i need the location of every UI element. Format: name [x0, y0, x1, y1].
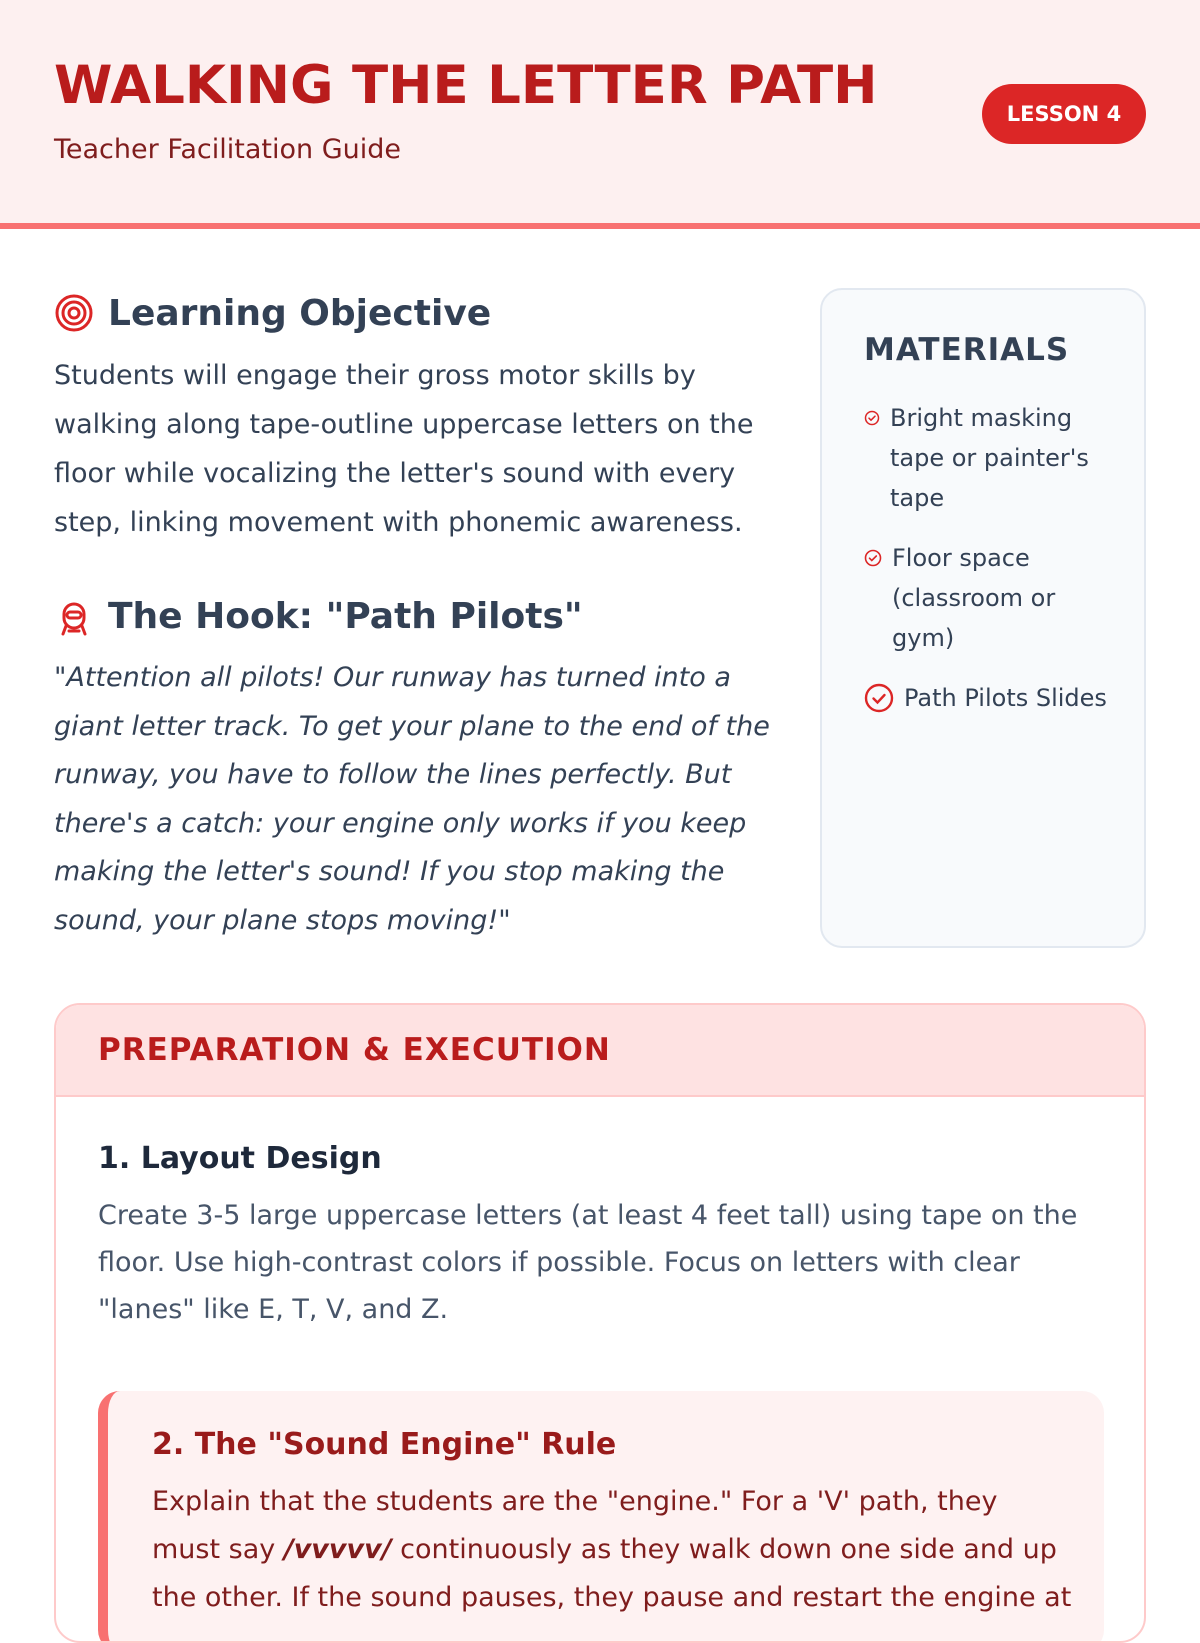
materials-card	[820, 288, 1146, 948]
letter-sound: /vvvvv/	[283, 1534, 392, 1565]
step-sound-engine	[98, 1391, 1104, 1643]
list-item	[864, 398, 1114, 518]
step-text-part: continuously as they walk down one side and up the other. If the sound pauses, they pause and restart the engine at	[152, 1534, 1072, 1613]
step-text: Create 3-5 large uppercase letters (at least 4 feet tall) using tape on the floor. Use high-contrast colors if possible. Focus on letters with clear "lanes" like E, T, V, and Z.	[98, 1200, 1078, 1325]
step-title: 1. Layout Design	[98, 1141, 382, 1176]
lesson-badge: LESSON 4	[982, 84, 1146, 144]
preparation-section	[54, 1003, 1146, 1643]
check-circle-icon	[864, 683, 894, 713]
pilot-icon	[54, 596, 94, 636]
list-item	[864, 678, 1114, 718]
check-circle-icon	[864, 549, 882, 567]
materials-list	[864, 398, 1114, 718]
target-icon	[54, 293, 94, 333]
check-circle-icon	[864, 410, 880, 426]
hook-text: "Attention all pilots! Our runway has turned into a giant letter track. To get your plane to the end of the runway, you have to follow the lines perfectly. But there's a catch: your engine only works if you keep making the letter's sound! If you stop making the sound, your plane stops moving!"	[54, 662, 770, 936]
step-text-part: Explain that the students are the "engine." For a 'V' path, they must say	[152, 1486, 998, 1565]
page-title: WALKING THE LETTER PATH	[54, 55, 878, 116]
objective-heading	[54, 288, 774, 338]
objective-title: Learning Objective	[108, 292, 492, 334]
page-subtitle: Teacher Facilitation Guide	[54, 134, 401, 165]
material-label: Floor space (classroom or gym)	[892, 544, 1056, 652]
preparation-title: PREPARATION & EXECUTION	[98, 1032, 611, 1068]
list-item	[864, 538, 1114, 658]
step-title: 2. The "Sound Engine" Rule	[152, 1427, 617, 1462]
step-layout-design	[56, 1097, 1144, 1333]
hook-title: The Hook: "Path Pilots"	[108, 595, 583, 637]
page-header	[0, 0, 1200, 229]
step-text	[152, 1478, 1074, 1622]
objective-text: Students will engage their gross motor skills by walking along tape-outline uppercase letters on the floor while vocalizing the letter's sound with every step, linking movement with phonemic awareness.	[54, 360, 754, 538]
preparation-header	[56, 1005, 1144, 1097]
hook-heading	[54, 591, 774, 641]
materials-title: MATERIALS	[864, 332, 1070, 368]
main-column	[54, 288, 774, 945]
material-label: Bright masking tape or painter's tape	[890, 404, 1089, 512]
material-label: Path Pilots Slides	[904, 684, 1107, 712]
